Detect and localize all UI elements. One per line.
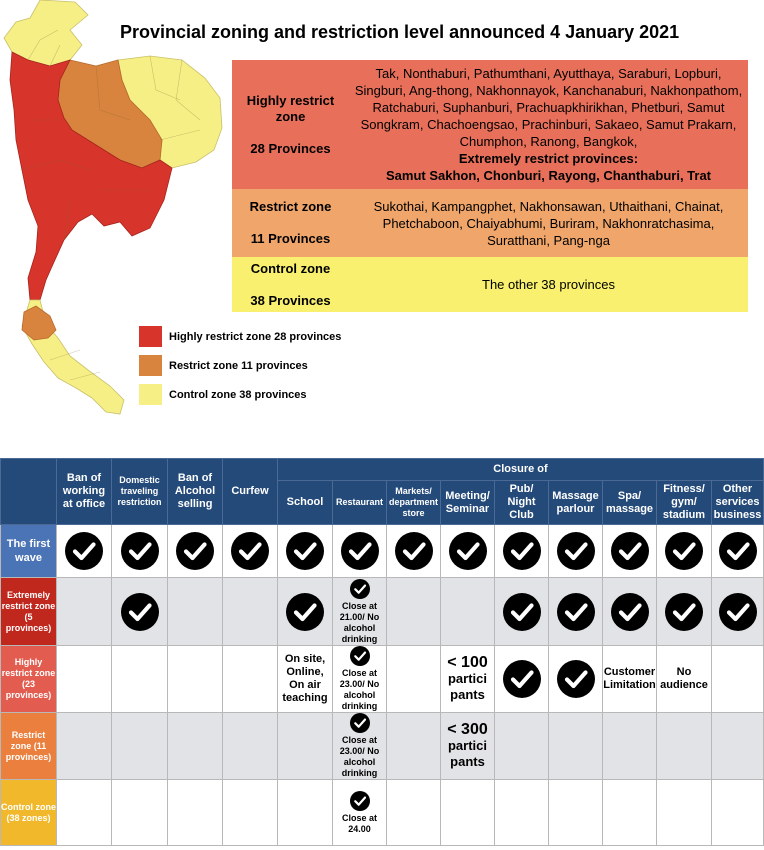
cell xyxy=(387,578,441,646)
restaurant-note: Close at 21.00/ No alcohol drinking xyxy=(339,600,380,644)
cell xyxy=(333,646,387,713)
cell xyxy=(333,578,387,646)
cell xyxy=(168,713,223,780)
header-domestic-travel: Domestic traveling restriction xyxy=(112,459,168,525)
cell xyxy=(657,525,712,578)
cell xyxy=(57,525,112,578)
cell xyxy=(603,780,657,846)
header-restaurant: Restaurant xyxy=(333,481,387,525)
header-massage: Massage parlour xyxy=(549,481,603,525)
checkmark-icon xyxy=(395,532,433,570)
cell xyxy=(441,713,495,780)
checkmark-icon xyxy=(121,532,159,570)
cell xyxy=(549,780,603,846)
cell xyxy=(603,646,657,713)
cell xyxy=(387,646,441,713)
row-label-restrict: Restrict zone (11 provinces) xyxy=(1,713,57,780)
cell xyxy=(441,780,495,846)
row-label-extremely-restrict: Extremely restrict zone (5 provinces) xyxy=(1,578,57,646)
legend-label: Restrict zone 11 provinces xyxy=(169,359,308,372)
zone-provinces-control xyxy=(349,257,748,312)
header-school: School xyxy=(278,481,333,525)
legend-swatch-control xyxy=(139,384,162,405)
header-ban-office: Ban of working at office xyxy=(57,459,112,525)
zone-box-highly-restrict xyxy=(232,60,748,189)
zone-provinces-restrict xyxy=(349,189,748,257)
header-spa: Spa/ massage xyxy=(603,481,657,525)
checkmark-icon xyxy=(286,532,324,570)
cell xyxy=(657,780,712,846)
page-title: Provincial zoning and restriction level announced 4 January 2021 xyxy=(120,22,680,42)
school-note: On site, Online, On air teaching xyxy=(282,653,328,704)
header-curfew: Curfew xyxy=(223,459,278,525)
cell xyxy=(57,780,112,846)
legend-label: Highly restrict zone 28 provinces xyxy=(169,330,342,343)
cell xyxy=(278,780,333,846)
checkmark-icon xyxy=(611,593,649,631)
cell xyxy=(441,646,495,713)
cell xyxy=(657,646,712,713)
cell xyxy=(712,713,764,780)
cell xyxy=(712,525,764,578)
zone-count: 28 Provinces xyxy=(250,140,331,156)
meeting-note: partici pants xyxy=(447,671,487,702)
table-row-first-wave xyxy=(1,525,764,578)
header-pub: Pub/ Night Club xyxy=(495,481,549,525)
cell xyxy=(712,646,764,713)
cell xyxy=(441,525,495,578)
province-list: Sukothai, Kampangphet, Nakhonsawan, Uthaithani, Chainat, Phetchaboon, Chaiyabhumi, Buriram, Nakhonratchasima, Suratthani, Pang-nga xyxy=(373,198,724,248)
cell xyxy=(333,780,387,846)
restaurant-note: Close at 23.00/ No alcohol drinking xyxy=(339,668,380,711)
legend-item-high xyxy=(139,326,341,347)
zone-label-control xyxy=(232,257,349,312)
cell xyxy=(387,525,441,578)
cell xyxy=(603,578,657,646)
checkmark-icon xyxy=(611,532,649,570)
cell xyxy=(333,713,387,780)
checkmark-icon xyxy=(231,532,269,570)
table-row-extremely-restrict xyxy=(1,578,764,646)
zone-box-control xyxy=(232,257,748,312)
restaurant-note: Close at 24.00 xyxy=(341,812,377,834)
cell xyxy=(168,646,223,713)
checkmark-icon xyxy=(557,660,595,698)
zone-box-restrict xyxy=(232,189,748,257)
meeting-limit: < 300 xyxy=(447,721,488,738)
legend-item-restrict xyxy=(139,355,308,376)
checkmark-icon xyxy=(719,593,757,631)
legend-swatch-high xyxy=(139,326,162,347)
checkmark-icon xyxy=(557,532,595,570)
cell xyxy=(495,646,549,713)
checkmark-icon xyxy=(557,593,595,631)
checkmark-icon xyxy=(350,646,370,666)
checkmark-icon xyxy=(350,713,370,733)
spa-note: Customer Limitation xyxy=(603,666,656,691)
checkmark-icon xyxy=(665,532,703,570)
cell xyxy=(112,713,168,780)
cell xyxy=(168,780,223,846)
cell xyxy=(549,525,603,578)
cell xyxy=(549,713,603,780)
table-row-highly-restrict xyxy=(1,646,764,713)
table-row-restrict xyxy=(1,713,764,780)
legend-label: Control zone 38 provinces xyxy=(169,388,307,401)
header-meeting: Meeting/ Seminar xyxy=(441,481,495,525)
header-corner xyxy=(1,459,57,525)
checkmark-icon xyxy=(449,532,487,570)
row-label-first-wave: The first wave xyxy=(1,525,57,578)
cell xyxy=(441,578,495,646)
cell xyxy=(223,713,278,780)
cell xyxy=(168,525,223,578)
table-row-control xyxy=(1,780,764,846)
header-other-services: Other services business xyxy=(712,481,764,525)
cell xyxy=(223,525,278,578)
zone-title: Restrict zone xyxy=(249,199,332,214)
checkmark-icon xyxy=(350,791,370,811)
cell xyxy=(168,578,223,646)
header-markets: Markets/ department store xyxy=(387,481,441,525)
header-closure-of: Closure of xyxy=(278,459,764,481)
meeting-note: partici pants xyxy=(447,738,487,769)
cell xyxy=(223,780,278,846)
checkmark-icon xyxy=(503,660,541,698)
checkmark-icon xyxy=(665,593,703,631)
cell xyxy=(387,713,441,780)
row-label-control: Control zone (38 zones) xyxy=(1,780,57,846)
zone-count: 38 Provinces xyxy=(250,292,331,308)
cell xyxy=(112,780,168,846)
cell xyxy=(278,713,333,780)
cell xyxy=(278,578,333,646)
cell xyxy=(333,525,387,578)
cell xyxy=(549,646,603,713)
extreme-heading: Extremely restrict provinces: xyxy=(458,151,639,166)
cell xyxy=(278,646,333,713)
cell xyxy=(57,713,112,780)
cell xyxy=(112,578,168,646)
cell xyxy=(495,780,549,846)
fitness-note: No audience xyxy=(660,666,708,691)
cell xyxy=(112,525,168,578)
extreme-list: Samut Sakhon, Chonburi, Rayong, Chanthaburi, Trat xyxy=(385,168,712,183)
legend-item-control xyxy=(139,384,307,405)
checkmark-icon xyxy=(503,532,541,570)
restriction-measures-table xyxy=(0,458,764,850)
province-list: Tak, Nonthaburi, Pathumthani, Ayutthaya, Saraburi, Lopburi, Singburi, Ang-thong, Nakhonnayok, Kanchanaburi, Nakhonpathom, Ratchaburi, Suphanburi, Prachuapkhirikhan, Phetburi, Samut Songkram, Chachoengsao, Prachinburi, Sakaeo, Samut Prakarn, Chumphon, Ranong, Bangkok, xyxy=(354,66,743,149)
zone-label-highly-restrict xyxy=(232,60,349,189)
cell xyxy=(657,578,712,646)
zone-label-restrict xyxy=(232,189,349,257)
zone-count: 11 Provinces xyxy=(250,231,331,246)
checkmark-icon xyxy=(176,532,214,570)
cell xyxy=(603,525,657,578)
cell xyxy=(57,578,112,646)
zone-title: Highly restrict zone xyxy=(246,92,335,124)
cell xyxy=(657,713,712,780)
cell xyxy=(603,713,657,780)
checkmark-icon xyxy=(65,532,103,570)
checkmark-icon xyxy=(286,593,324,631)
checkmark-icon xyxy=(121,593,159,631)
cell xyxy=(223,578,278,646)
cell xyxy=(495,713,549,780)
row-label-highly-restrict: Highly restrict zone (23 provinces) xyxy=(1,646,57,713)
header-fitness: Fitness/ gym/ stadium xyxy=(657,481,712,525)
cell xyxy=(495,578,549,646)
cell xyxy=(495,525,549,578)
legend-swatch-restrict xyxy=(139,355,162,376)
meeting-limit: < 100 xyxy=(447,654,488,671)
checkmark-icon xyxy=(503,593,541,631)
zone-provinces-highly-restrict xyxy=(349,60,748,189)
zone-title: Control zone xyxy=(250,260,331,276)
checkmark-icon xyxy=(719,532,757,570)
cell xyxy=(278,525,333,578)
cell xyxy=(712,780,764,846)
cell xyxy=(57,646,112,713)
province-list: The other 38 provinces xyxy=(482,277,615,292)
cell xyxy=(549,578,603,646)
cell xyxy=(387,780,441,846)
header-alcohol-ban: Ban of Alcohol selling xyxy=(168,459,223,525)
checkmark-icon xyxy=(341,532,379,570)
cell xyxy=(223,646,278,713)
restaurant-note: Close at 23.00/ No alcohol drinking xyxy=(339,735,380,778)
cell xyxy=(112,646,168,713)
cell xyxy=(712,578,764,646)
checkmark-icon xyxy=(350,579,370,599)
